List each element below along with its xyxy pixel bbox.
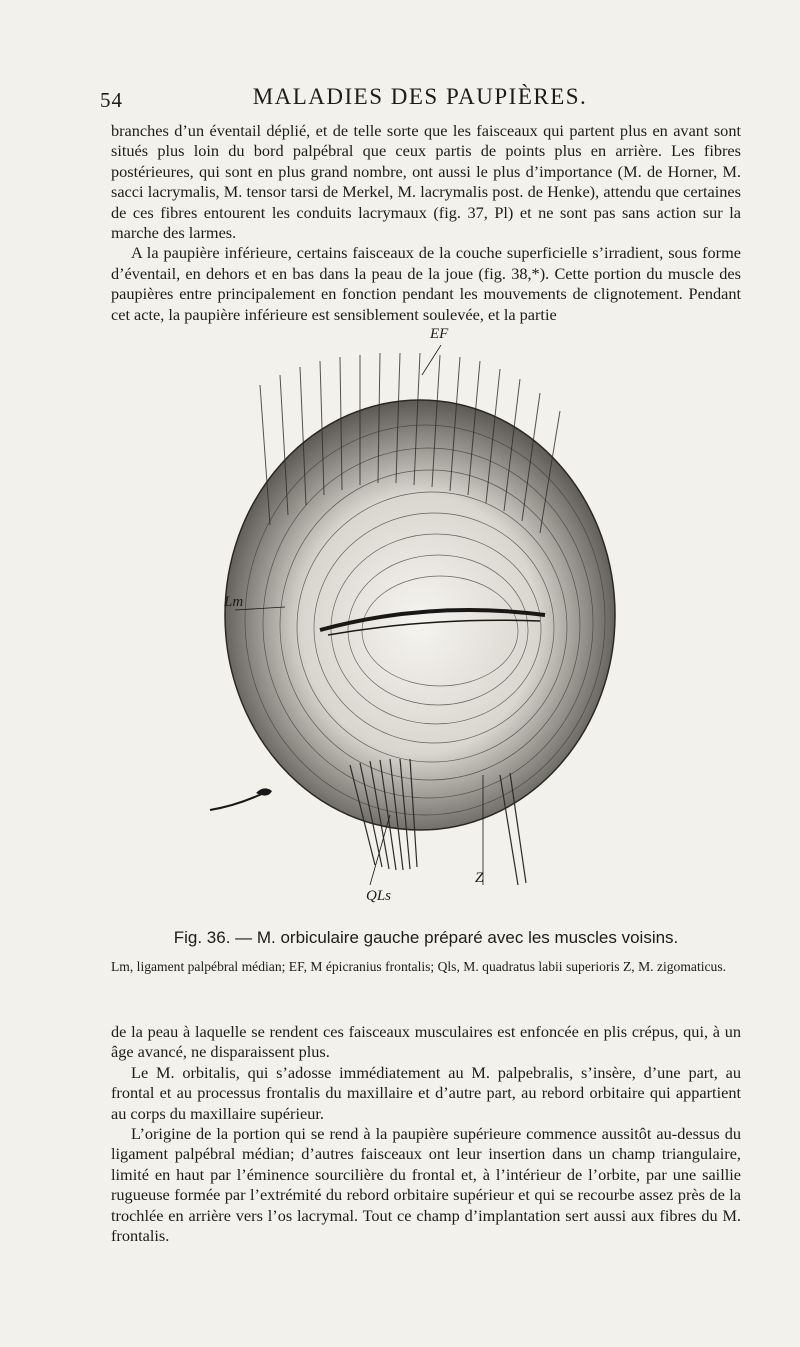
text-block-bottom [111, 1022, 741, 1246]
anatomical-illustration [200, 345, 640, 905]
page-header [100, 84, 740, 114]
orbicularis-muscle-drawing [200, 345, 640, 905]
page-number: 54 [100, 88, 123, 112]
orbicularis-outer [225, 400, 615, 830]
paragraph: L’origine de la portion qui se rend à la paupière supérieure commence aussitôt au-dessus du ligament palpébral médian; d’autres faisceaux ont leur insertion dans un champ triangulaire, limité en haut par l’éminence sourcilière du frontal et, à l’intérieur de l’orbite, par une saillie rugueuse formée par l’extrémité du rebord orbitaire supérieur et qui se recourbe assez près de la trochlée en arrière vers l’os lacrymal. Tout ce champ d’implantation sert aussi aux fibres du M. frontalis. [111, 1124, 741, 1246]
label-z: Z [475, 870, 484, 886]
figure-caption-legend: Lm, ligament palpébral médian; EF, M épicranius frontalis; Qls, M. quadratus labii superioris Z, M. zigomaticus. [111, 959, 727, 974]
text-block-top [111, 121, 741, 325]
paragraph: Le M. orbitalis, qui s’adosse immédiatement au M. palpebralis, s’insère, d’une part, au frontal et au processus frontalis du maxillaire et d’autre part, au rebord orbitaire qui appartient au corps du maxillaire supérieur. [111, 1062, 741, 1123]
paragraph: branches d’un éventail déplié, et de telle sorte que les faisceaux qui partent plus en avant sont situés plus loin du bord palpébral que ceux partis de points plus en arrière. Les fibres postérieures, qui sont en plus grand nombre, ont aussi le plus d’importance (M. de Horner, M. sacci lacrymalis, M. tensor tarsi de Merkel, M. lacrymalis post. de Henke), attendu que certaines de ces fibres entourent les conduits lacrymaux (fig. 37, Pl) et ne sont pas sans action sur la marche des larmes. [111, 121, 741, 243]
figure-caption-title: Fig. 36. — M. orbiculaire gauche préparé avec les muscles voisins. [173, 928, 679, 947]
paragraph: A la paupière inférieure, certains faisceaux de la couche superficielle s’irradient, sous forme d’éventail, en dehors et en bas dans la peau de la joue (fig. 38,*). Cette portion du muscle des paupières entre principalement en fonction pendant les mouvements de clignotement. Pendant cet acte, la paupière inférieure est sensiblement soulevée, et la partie [111, 243, 741, 324]
running-title: MALADIES DES PAUPIÈRES. [252, 84, 588, 109]
label-qls: QLs [366, 888, 392, 904]
paragraph: de la peau à laquelle se rendent ces faisceaux musculaires est enfoncée en plis crépus, qui, à un âge avancé, ne disparaissent plus. [111, 1022, 741, 1062]
label-lm: Lm [224, 594, 244, 610]
label-ef: EF [430, 326, 449, 342]
